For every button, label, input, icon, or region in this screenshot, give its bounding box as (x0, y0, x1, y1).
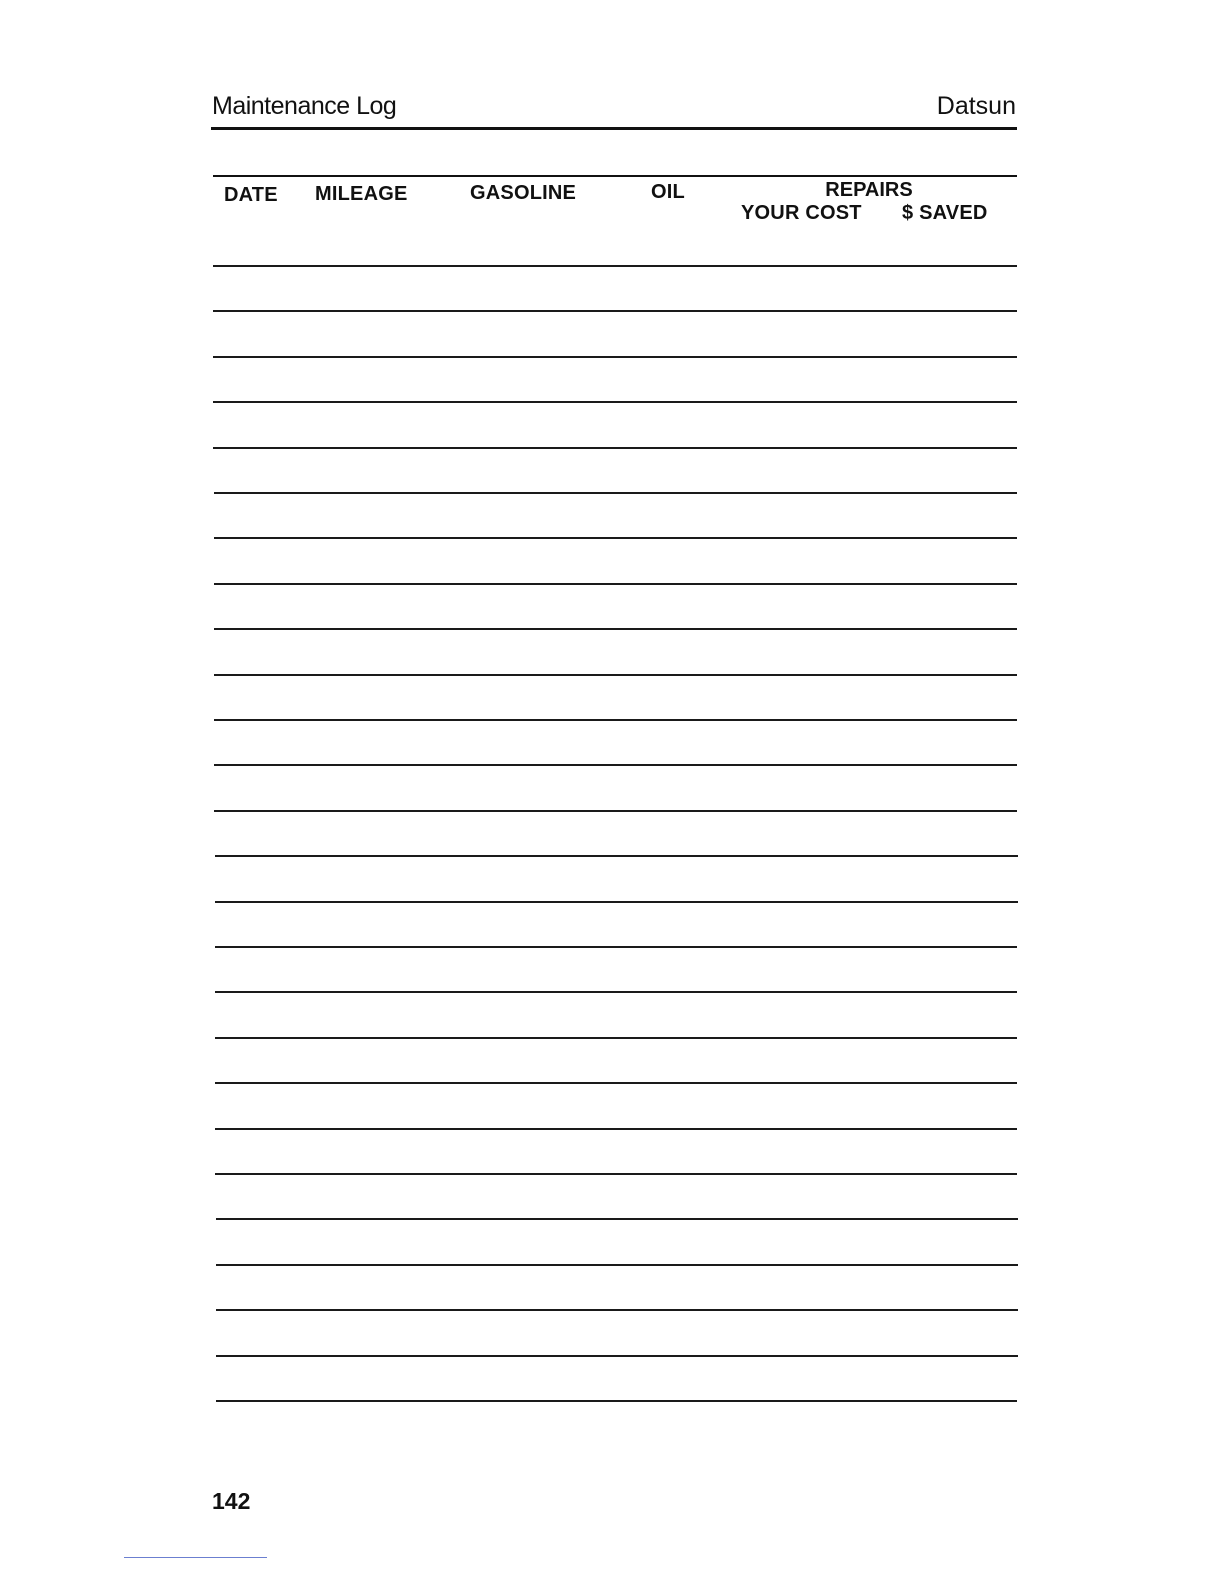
vehicle-make: Datsun (936, 92, 1016, 120)
log-row-line (214, 719, 1017, 721)
log-row-line (216, 1309, 1018, 1311)
log-row-line (215, 991, 1017, 993)
log-row-line (213, 401, 1017, 403)
log-row-line (216, 1400, 1017, 1402)
log-title: Maintenance Log (212, 92, 397, 120)
log-row-line (214, 764, 1017, 766)
column-header-your-cost: YOUR COST (741, 202, 862, 224)
log-row-line (215, 855, 1018, 857)
header-rule (211, 127, 1017, 130)
log-row-line (214, 583, 1017, 585)
log-row-line (216, 1218, 1018, 1220)
log-row-line (215, 1037, 1017, 1039)
column-header-mileage: MILEAGE (315, 183, 408, 205)
log-row-line (215, 1082, 1017, 1084)
log-row-line (216, 1355, 1018, 1357)
column-header-repairs: REPAIRS (825, 179, 913, 201)
log-row-line (214, 537, 1017, 539)
column-header-saved: $ SAVED (902, 202, 988, 224)
log-row-line (213, 310, 1017, 312)
log-row-line (213, 447, 1017, 449)
log-row-line (214, 628, 1017, 630)
log-row-line (213, 356, 1017, 358)
log-row-line (216, 1264, 1018, 1266)
log-row-line (215, 901, 1018, 903)
log-row-line (215, 946, 1017, 948)
column-header-gasoline: GASOLINE (470, 182, 577, 204)
running-head (212, 92, 1016, 124)
column-header-date: DATE (224, 184, 278, 206)
page-number: 142 (212, 1488, 251, 1514)
log-row-line (214, 674, 1017, 676)
log-row-line (213, 265, 1017, 267)
log-row-line (214, 492, 1017, 494)
log-row-line (215, 1173, 1017, 1175)
table-top-rule (213, 175, 1017, 177)
column-header-oil: OIL (651, 181, 685, 203)
log-row-line (215, 1128, 1017, 1130)
log-row-line (214, 810, 1017, 812)
scan-edge-mark (124, 1557, 267, 1558)
